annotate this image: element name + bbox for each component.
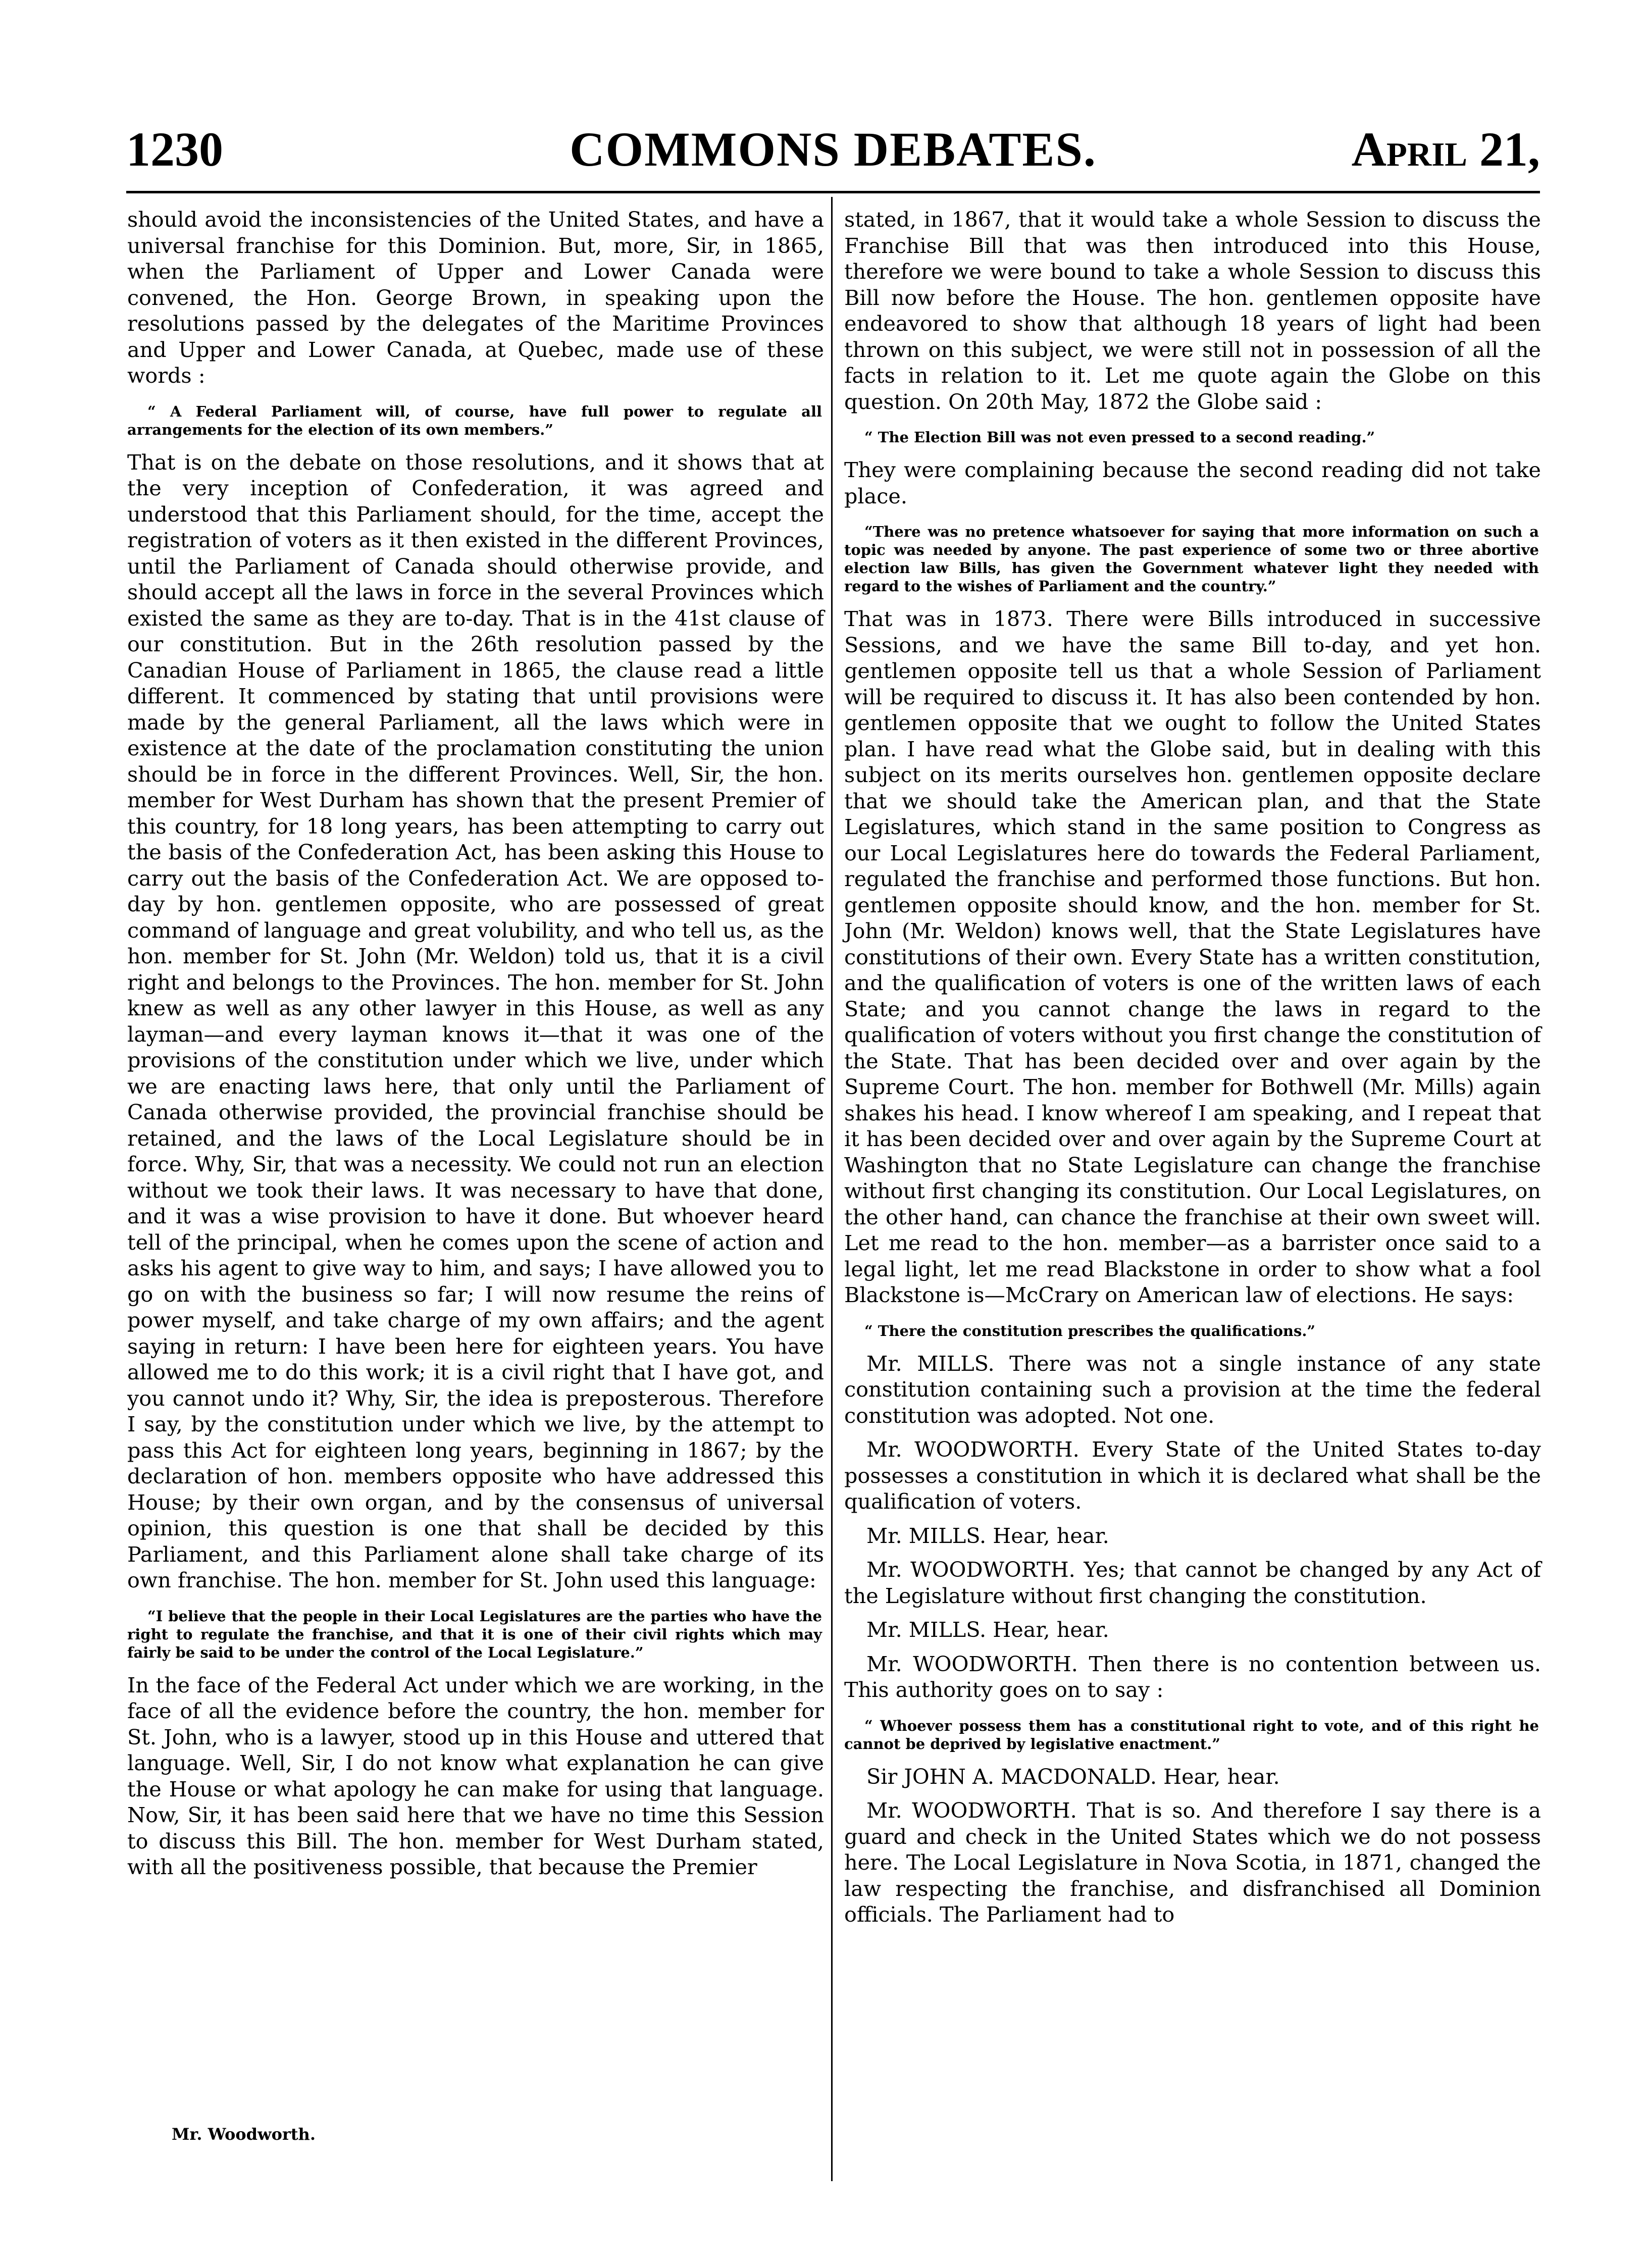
page-number: 1230 [126, 122, 223, 176]
block-quote: “ The Election Bill was not even pressed to a second reading.” [864, 429, 1375, 446]
block-quote: “ A Federal Parliament will, of course, have full power to regulate all arrangements for the election of its own members.” [127, 402, 822, 438]
body-paragraph: That is on the debate on those resolutions, and it shows that at the very inception of Confederation, it was agreed and understood that this Parliament should, for the time, accept the registration of voters as it then existed in the different Provinces, until the Parliament of Canada should otherwise provide, and should accept all the laws in force in the several Provinces which existed the same as they are to-day. That is in the 41st clause of our constitution. But in the 26th resolution passed by the Canadian House of Parliament in 1865, the clause read a little different. It commenced by stating that until provisions were made by the general Parliament, all the laws which were in existence at the date of the proclamation constituting the union should be in force in the different Provinces. Well, Sir, the hon. member for West Durham has shown that the present Premier of this country, for 18 long years, has been attempting to carry out the basis of the Confederation Act, has been asking this House to carry out the basis of the Confederation Act. We are opposed to-day by hon. gentlemen opposite, who are possessed of great command of language and great volubility, and who tell us, as the hon. member for St. John (Mr. Weldon) told us, that it is a civil right and belongs to the Provinces. The hon. member for St. John knew as well as any other lawyer in this House, as well as any layman—and every layman knows it—that it was one of the provisions of the constitution under which we live, under which we are enacting laws here, that only until the Parliament of Canada otherwise provided, the provincial franchise should be retained, and the laws of the Local Legislature should be in force. Why, Sir, that was a necessity. We could not run an election without we took their laws. It was necessary to have that done, and it was a wise provision to have it done. But whoever heard tell of the principal, when he comes upon the scene of action and asks his agent to give way to him, and says; I have allowed you to go on with the business so far; I will now resume the reins of power myself, and take charge of my own affairs; and the agent saying in return: I have been here for eighteen years. You have allowed me to do this work; it is a civil right that I have got, and you cannot undo it? Why, Sir, the idea is preposterous. Therefore I say, by the constitution under which we live, by the attempt to pass this Act for eighteen long years, beginning in 1867; by the declaration of hon. members opposite who have addressed this House; by their own organ, and by the consensus of universal opinion, this question is one that shall be decided by this Parliament, and this Parliament alone shall take charge of its own franchise. The hon. member for St. John used this language: [127, 450, 824, 1592]
body-paragraph: They were complaining because the second reading did not take place. [844, 458, 1541, 508]
speech-paragraph: Mr. WOODWORTH. Every State of the United States to-day possesses a constitution in which it is declared what shall be the qualification of voters. [844, 1437, 1541, 1514]
speech-paragraph: Mr. WOODWORTH. That is so. And therefore I say there is a guard and check in the United States which we do not possess here. The Local Legislature in Nova Scotia, in 1871, changed the law respecting the franchise, and disfranchised all Dominion officials. The Parliament had to [844, 1798, 1541, 1927]
block-quote: “There was no pretence whatsoever for saying that more information on such a topic was needed by anyone. The past experience of some two or three abortive election law Bills, has given the Government whatever light they needed with regard to the wishes of Parliament and the country.” [844, 523, 1539, 595]
left-column [127, 207, 824, 1881]
block-quote: “I believe that the people in their Local Legislatures are the parties who have the right to regulate the franchise, and that it is one of their civil rights which may fairly be said to be under the control of the Local Legislature.” [127, 1607, 822, 1661]
body-paragraph: That was in 1873. There were Bills introduced in successive Sessions, and we have the same Bill to-day, and yet hon. gentlemen opposite tell us that a whole Session of Parliament will be required to discuss it. It has also been contended by hon. gentlemen opposite that we ought to follow the United States plan. I have read what the Globe said, but in dealing with this subject on its merits ourselves hon. gentlemen opposite declare that we should take the American plan, and that the State Legislatures, which stand in the same position to Congress as our Local Legislatures here do towards the Federal Parliament, regulated the franchise and performed those functions. But hon. gentlemen opposite should know, and the hon. member for St. John (Mr. Weldon) knows well, that the State Legislatures have constitutions of their own. Every State has a written constitution, and the qualification of voters is one of the written laws of each State; and you cannot change the laws in regard to the qualification of voters without you first change the constitution of the State. That has been decided over and over again by the Supreme Court. The hon. member for Bothwell (Mr. Mills) again shakes his head. I know whereof I am speaking, and I repeat that it has been decided over and over again by the Supreme Court at Washington that no State Legislature can change the franchise without first changing its constitution. Our Local Legislatures, on the other hand, can chance the franchise at their own sweet will. Let me read to the hon. member—as a barrister once said to a legal light, let me read Blackstone in order to show what a fool Blackstone is—McCrary on American law of elections. He says: [844, 607, 1541, 1307]
body-paragraph: In the face of the Federal Act under which we are working, in the face of all the evidence before the country, the hon. member for St. John, who is a lawyer, stood up in this House and uttered that language. Well, Sir, I do not know what explanation he can give the House or what apology he can make for using that language. Now, Sir, it has been said here that we have no time this Session to discuss this Bill. The hon. member for West Durham stated, with all the positiveness possible, that because the Premier [127, 1673, 824, 1879]
block-quote: “ Whoever possess them has a constitutional right to vote, and of this right he cannot be deprived by legislative enactment.” [844, 1717, 1539, 1752]
speech-paragraph: Mr. WOODWORTH. Then there is no contention between us. This authority goes on to say : [844, 1652, 1541, 1702]
speaker-footer: Mr. Woodworth. [172, 2125, 316, 2144]
body-paragraph: stated, in 1867, that it would take a whole Session to discuss the Franchise Bill that was then introduced into this House, therefore we were bound to take a whole Session to discuss this Bill now before the House. The hon. gentlemen opposite have endeavored to show that although 18 years of light had been thrown on this subject, we were still not in possession of all the facts in relation to it. Let me quote again the Globe on this question. On 20th May, 1872 the Globe said : [844, 208, 1541, 414]
page-date: April 21, [1351, 122, 1540, 176]
column-divider [831, 197, 833, 2181]
speech-paragraph: Mr. MILLS. Hear, hear. [866, 1523, 1109, 1548]
speech-paragraph: Mr. WOODWORTH. Yes; that cannot be changed by any Act of the Legislature without first changing the constitution. [844, 1558, 1541, 1608]
body-paragraph: should avoid the inconsistencies of the United States, and have a universal franchise for this Dominion. But, more, Sir, in 1865, when the Parliament of Upper and Lower Canada were convened, the Hon. George Brown, in speaking upon the resolutions passed by the delegates of the Maritime Provinces and Upper and Lower Canada, at Quebec, made use of these words : [127, 208, 824, 388]
speech-paragraph: Mr. MILLS. There was not a single instance of any state constitution containing such a provision at the time the federal constitution was adopted. Not one. [844, 1351, 1541, 1428]
header-rule [126, 191, 1540, 193]
speech-paragraph: Sir JOHN A. MACDONALD. Hear, hear. [866, 1764, 1280, 1789]
page-title: COMMONS DEBATES. [570, 122, 1097, 176]
right-column [844, 207, 1541, 1928]
speech-paragraph: Mr. MILLS. Hear, hear. [866, 1618, 1109, 1642]
block-quote: “ There the constitution prescribes the qualifications.” [864, 1322, 1316, 1339]
page-header [126, 121, 1540, 187]
